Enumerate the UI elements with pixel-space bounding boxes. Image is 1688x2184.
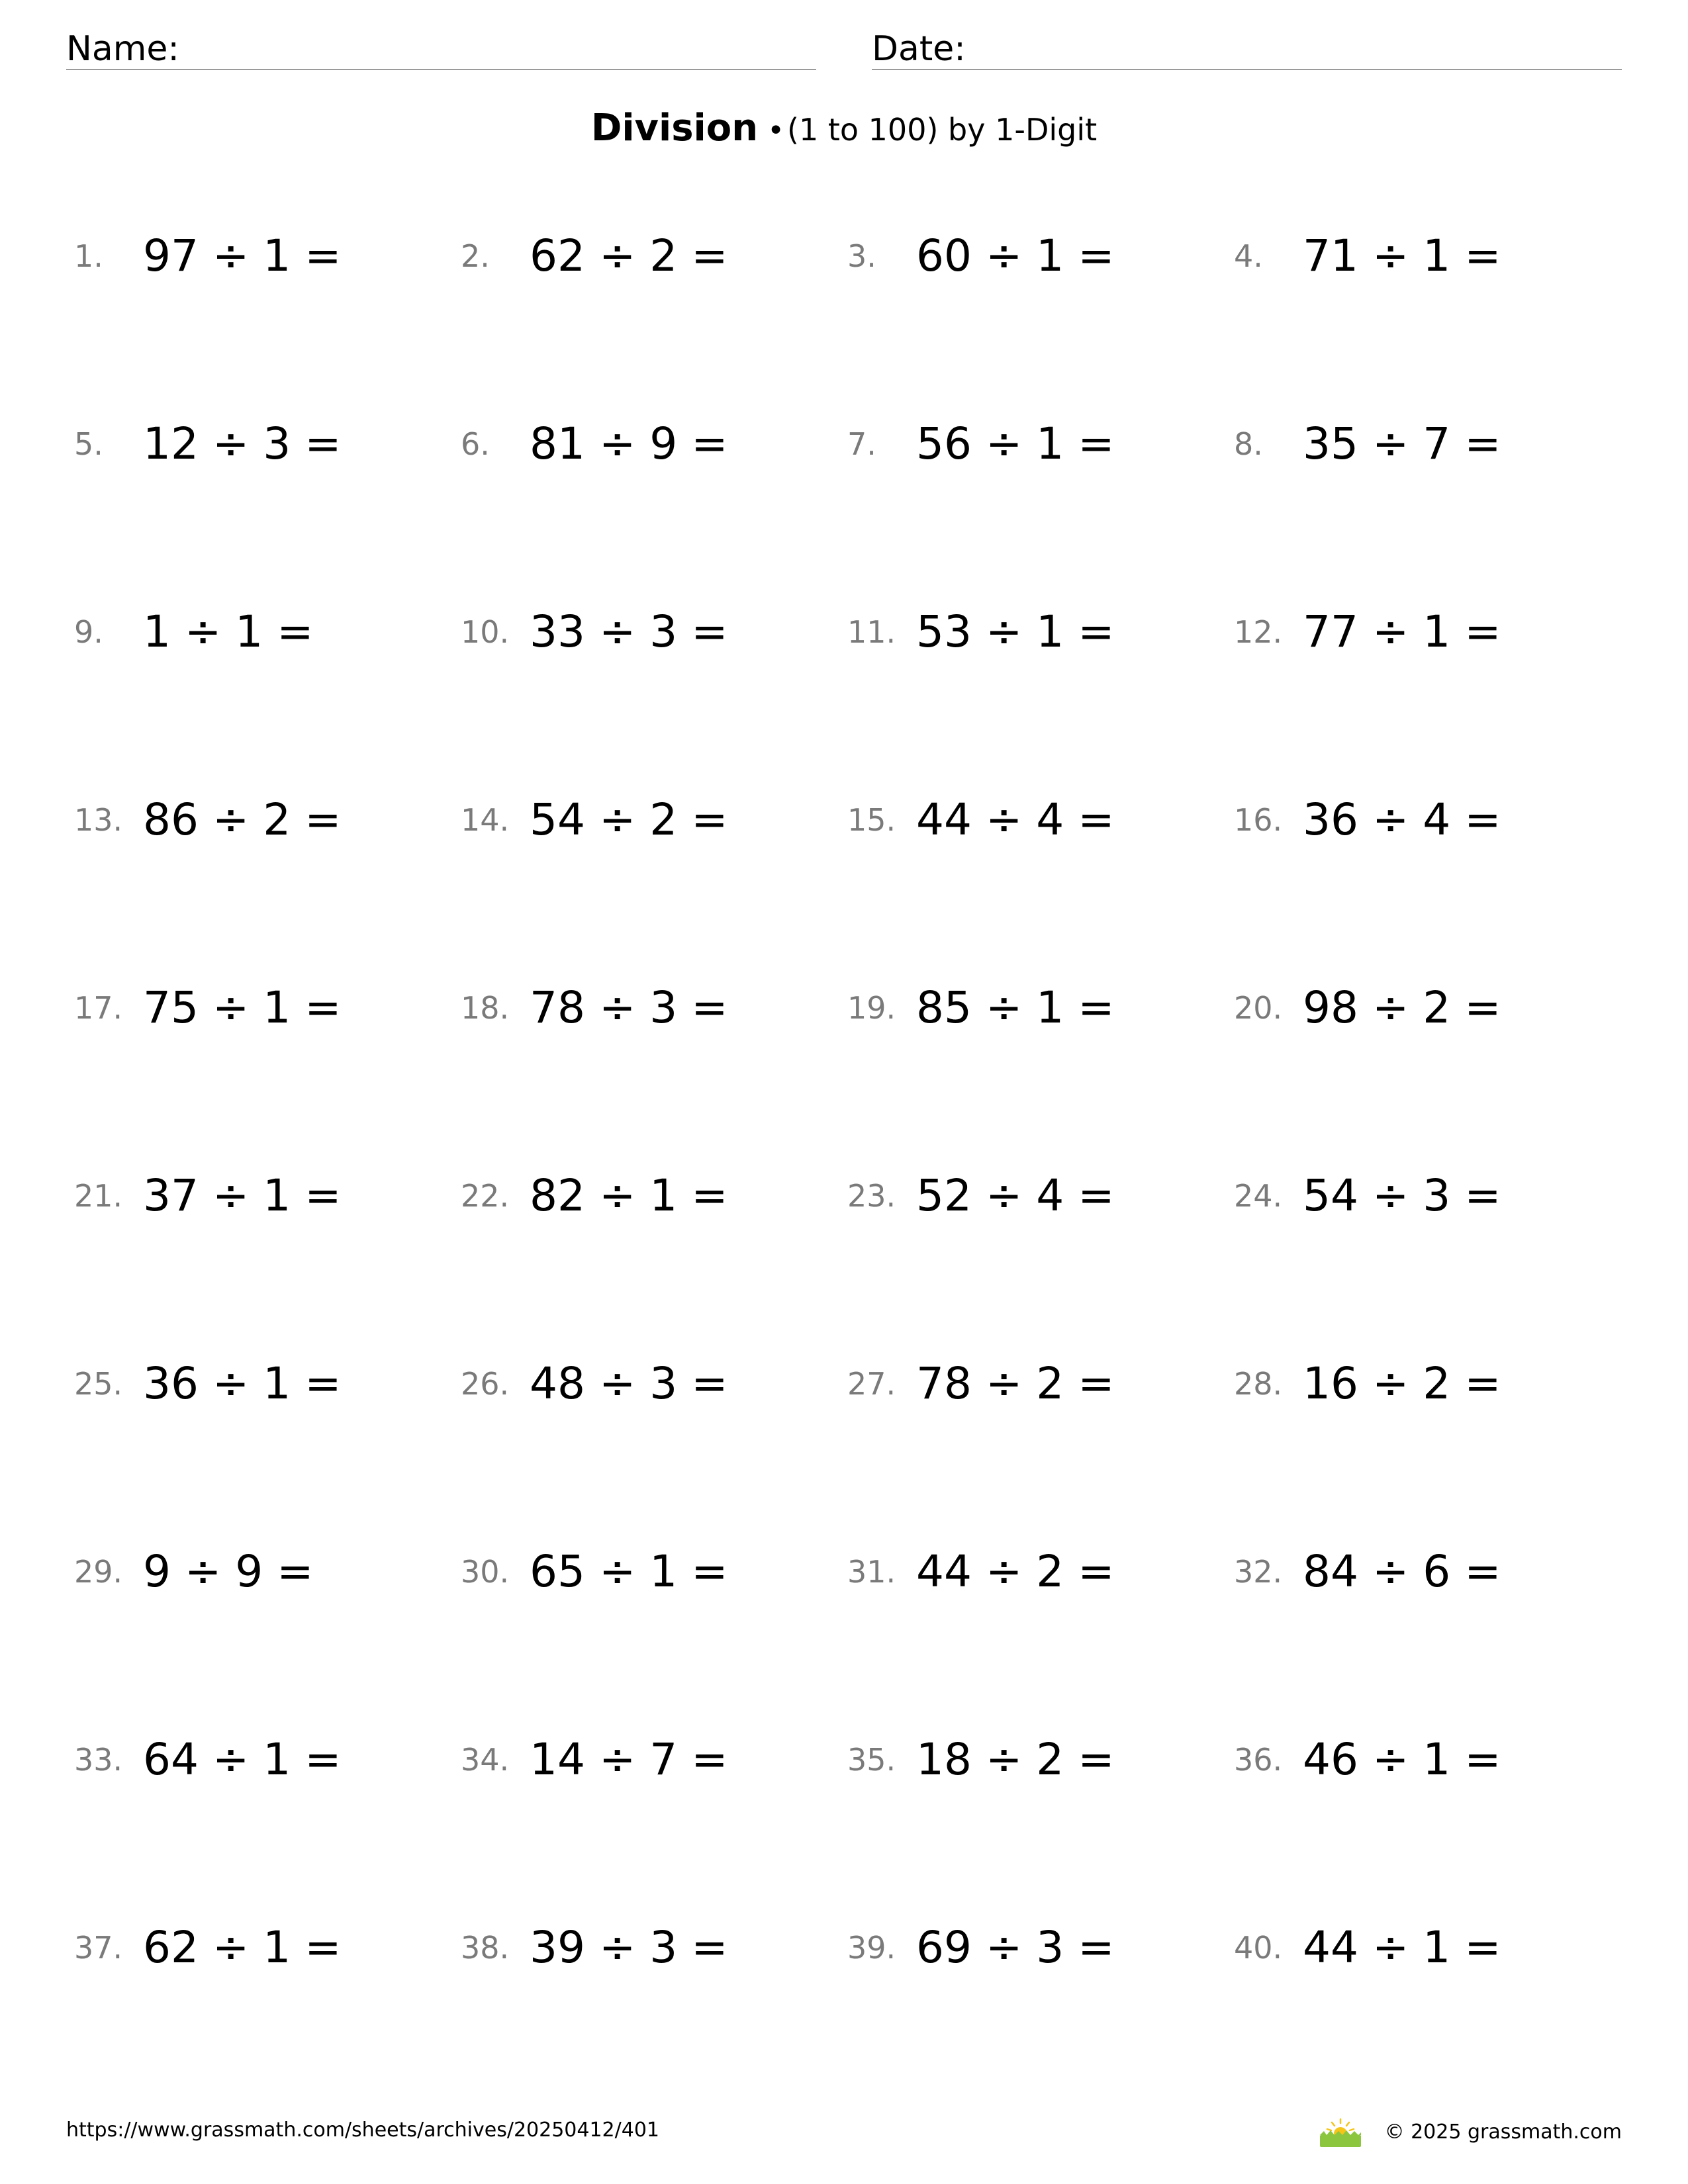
problem-number: 16. bbox=[1234, 802, 1283, 838]
problem-expression: 16 ÷ 2 = bbox=[1303, 1358, 1501, 1409]
problem-number: 10. bbox=[461, 614, 510, 650]
problem-number: 31. bbox=[847, 1554, 896, 1590]
problem-expression: 69 ÷ 3 = bbox=[916, 1922, 1115, 1973]
problem-number: 18. bbox=[461, 990, 510, 1026]
problem-number: 20. bbox=[1234, 990, 1283, 1026]
problem-item bbox=[461, 1347, 831, 1420]
problem-expression: 39 ÷ 3 = bbox=[530, 1922, 728, 1973]
problem-item bbox=[1234, 596, 1605, 668]
problem-number: 9. bbox=[74, 614, 103, 650]
problem-item bbox=[1234, 1347, 1605, 1420]
problem-number: 6. bbox=[461, 426, 490, 462]
problem-number: 17. bbox=[74, 990, 123, 1026]
problem-number: 14. bbox=[461, 802, 510, 838]
problem-expression: 36 ÷ 4 = bbox=[1303, 794, 1501, 845]
problem-item bbox=[1234, 1160, 1605, 1232]
problem-item bbox=[1234, 972, 1605, 1044]
problem-number: 11. bbox=[847, 614, 896, 650]
date-field[interactable] bbox=[872, 24, 1622, 70]
title-bullet: • bbox=[767, 114, 785, 148]
problem-number: 36. bbox=[1234, 1742, 1283, 1778]
problem-item bbox=[74, 784, 445, 856]
problem-number: 28. bbox=[1234, 1366, 1283, 1402]
problem-expression: 78 ÷ 3 = bbox=[530, 982, 728, 1033]
problem-number: 21. bbox=[74, 1178, 123, 1214]
problem-item bbox=[74, 596, 445, 668]
problem-item bbox=[461, 596, 831, 668]
problem-expression: 75 ÷ 1 = bbox=[143, 982, 342, 1033]
problem-expression: 52 ÷ 4 = bbox=[916, 1170, 1115, 1221]
problem-item bbox=[461, 1535, 831, 1608]
problem-expression: 9 ÷ 9 = bbox=[143, 1546, 314, 1597]
problem-expression: 97 ÷ 1 = bbox=[143, 230, 342, 281]
problem-item bbox=[1234, 1535, 1605, 1608]
footer-brand bbox=[1317, 2118, 1622, 2147]
problem-item bbox=[847, 408, 1218, 480]
footer-url: https://www.grassmath.com/sheets/archives/20250412/401 bbox=[66, 2118, 660, 2142]
problem-number: 15. bbox=[847, 802, 896, 838]
problem-item bbox=[461, 408, 831, 480]
problem-expression: 53 ÷ 1 = bbox=[916, 606, 1115, 657]
problem-number: 33. bbox=[74, 1742, 123, 1778]
problem-expression: 84 ÷ 6 = bbox=[1303, 1546, 1501, 1597]
problem-item bbox=[461, 784, 831, 856]
problem-item bbox=[847, 1535, 1218, 1608]
problem-number: 19. bbox=[847, 990, 896, 1026]
problem-number: 25. bbox=[74, 1366, 123, 1402]
problem-number: 7. bbox=[847, 426, 876, 462]
problem-expression: 98 ÷ 2 = bbox=[1303, 982, 1501, 1033]
problem-expression: 44 ÷ 1 = bbox=[1303, 1922, 1501, 1973]
problem-item bbox=[461, 1723, 831, 1796]
problem-expression: 1 ÷ 1 = bbox=[143, 606, 314, 657]
problem-item bbox=[74, 972, 445, 1044]
problem-number: 40. bbox=[1234, 1930, 1283, 1966]
problem-expression: 81 ÷ 9 = bbox=[530, 418, 728, 469]
problem-item bbox=[847, 784, 1218, 856]
problem-item bbox=[847, 1160, 1218, 1232]
problem-expression: 54 ÷ 3 = bbox=[1303, 1170, 1501, 1221]
problem-expression: 12 ÷ 3 = bbox=[143, 418, 342, 469]
problem-item bbox=[74, 1535, 445, 1608]
problem-number: 5. bbox=[74, 426, 103, 462]
problem-item bbox=[74, 1347, 445, 1420]
name-label: Name: bbox=[66, 29, 179, 69]
problem-number: 29. bbox=[74, 1554, 123, 1590]
problem-number: 12. bbox=[1234, 614, 1283, 650]
problem-item bbox=[1234, 784, 1605, 856]
problem-item bbox=[847, 1347, 1218, 1420]
problem-item bbox=[74, 408, 445, 480]
problem-expression: 65 ÷ 1 = bbox=[530, 1546, 728, 1597]
problem-expression: 14 ÷ 7 = bbox=[530, 1734, 728, 1785]
grass-sun-logo-icon bbox=[1317, 2118, 1364, 2147]
title-main: Division bbox=[590, 107, 759, 150]
problem-expression: 36 ÷ 1 = bbox=[143, 1358, 342, 1409]
worksheet-title bbox=[0, 106, 1688, 150]
problem-item bbox=[847, 596, 1218, 668]
problem-expression: 33 ÷ 3 = bbox=[530, 606, 728, 657]
problem-number: 38. bbox=[461, 1930, 510, 1966]
problem-number: 35. bbox=[847, 1742, 896, 1778]
problem-item bbox=[847, 1723, 1218, 1796]
problem-number: 34. bbox=[461, 1742, 510, 1778]
problem-item bbox=[461, 220, 831, 293]
problem-grid bbox=[74, 220, 1636, 2116]
problem-item bbox=[461, 1160, 831, 1232]
problem-expression: 46 ÷ 1 = bbox=[1303, 1734, 1501, 1785]
problem-number: 2. bbox=[461, 238, 490, 274]
problem-expression: 64 ÷ 1 = bbox=[143, 1734, 342, 1785]
problem-item bbox=[1234, 1723, 1605, 1796]
problem-item bbox=[74, 1911, 445, 1984]
problem-number: 32. bbox=[1234, 1554, 1283, 1590]
problem-number: 30. bbox=[461, 1554, 510, 1590]
problem-number: 23. bbox=[847, 1178, 896, 1214]
name-field[interactable] bbox=[66, 24, 816, 70]
problem-expression: 44 ÷ 4 = bbox=[916, 794, 1115, 845]
title-subtitle: (1 to 100) by 1-Digit bbox=[787, 112, 1098, 148]
problem-item bbox=[1234, 1911, 1605, 1984]
problem-item bbox=[461, 1911, 831, 1984]
problem-expression: 56 ÷ 1 = bbox=[916, 418, 1115, 469]
problem-number: 13. bbox=[74, 802, 123, 838]
problem-expression: 82 ÷ 1 = bbox=[530, 1170, 728, 1221]
problem-item bbox=[1234, 220, 1605, 293]
problem-number: 26. bbox=[461, 1366, 510, 1402]
problem-expression: 62 ÷ 2 = bbox=[530, 230, 728, 281]
problem-number: 8. bbox=[1234, 426, 1263, 462]
problem-expression: 54 ÷ 2 = bbox=[530, 794, 728, 845]
footer-copyright: © 2025 grassmath.com bbox=[1384, 2120, 1622, 2144]
problem-item bbox=[74, 220, 445, 293]
problem-number: 39. bbox=[847, 1930, 896, 1966]
problem-item bbox=[74, 1160, 445, 1232]
problem-number: 27. bbox=[847, 1366, 896, 1402]
problem-expression: 37 ÷ 1 = bbox=[143, 1170, 342, 1221]
problem-expression: 44 ÷ 2 = bbox=[916, 1546, 1115, 1597]
problem-expression: 18 ÷ 2 = bbox=[916, 1734, 1115, 1785]
problem-number: 4. bbox=[1234, 238, 1263, 274]
problem-expression: 48 ÷ 3 = bbox=[530, 1358, 728, 1409]
problem-item bbox=[1234, 408, 1605, 480]
problem-expression: 71 ÷ 1 = bbox=[1303, 230, 1501, 281]
problem-expression: 78 ÷ 2 = bbox=[916, 1358, 1115, 1409]
problem-expression: 77 ÷ 1 = bbox=[1303, 606, 1501, 657]
problem-item bbox=[847, 1911, 1218, 1984]
problem-item bbox=[461, 972, 831, 1044]
problem-expression: 60 ÷ 1 = bbox=[916, 230, 1115, 281]
problem-number: 22. bbox=[461, 1178, 510, 1214]
problem-expression: 86 ÷ 2 = bbox=[143, 794, 342, 845]
problem-item bbox=[847, 972, 1218, 1044]
problem-number: 1. bbox=[74, 238, 103, 274]
problem-item bbox=[847, 220, 1218, 293]
date-label: Date: bbox=[872, 29, 966, 69]
problem-expression: 85 ÷ 1 = bbox=[916, 982, 1115, 1033]
problem-number: 24. bbox=[1234, 1178, 1283, 1214]
problem-number: 37. bbox=[74, 1930, 123, 1966]
problem-number: 3. bbox=[847, 238, 876, 274]
problem-item bbox=[74, 1723, 445, 1796]
problem-expression: 62 ÷ 1 = bbox=[143, 1922, 342, 1973]
problem-expression: 35 ÷ 7 = bbox=[1303, 418, 1501, 469]
